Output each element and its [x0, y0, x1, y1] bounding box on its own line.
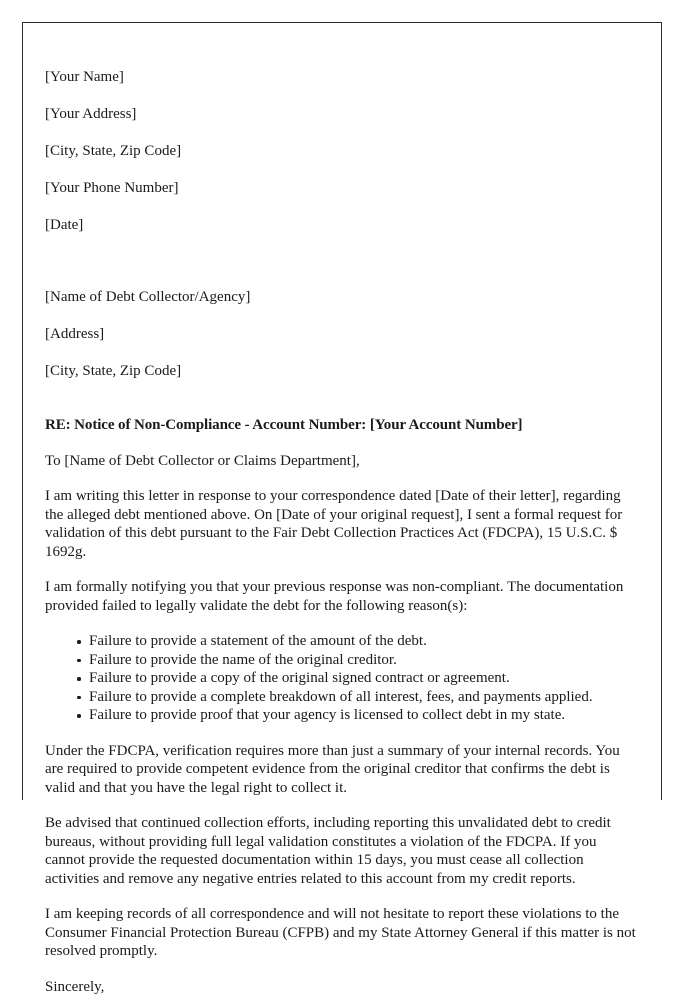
sender-phone: [Your Phone Number]: [45, 179, 637, 198]
spacer-before-list: [45, 615, 637, 632]
list-item: Failure to provide a statement of the amount of the debt.: [77, 632, 637, 651]
recipient-street: [Address]: [45, 325, 637, 344]
list-item: Failure to provide proof that your agency is licensed to collect debt in my state.: [77, 706, 637, 725]
noncompliance-reason-list: [45, 632, 637, 725]
list-item: Failure to provide the name of the original creditor.: [77, 651, 637, 670]
recipient-city-state-zip: [City, State, Zip Code]: [45, 362, 637, 381]
sender-street: [Your Address]: [45, 105, 637, 124]
paragraph-escalation: I am keeping records of all correspondence and will not hesitate to report these violations to the Consumer Financial Protection Bureau (CFPB) and my State Attorney General if this matter is not resolved promptly.: [45, 905, 637, 961]
spacer-before-closing: [45, 961, 637, 978]
spacer-after-subject: [45, 435, 637, 452]
spacer-after-recipient: [45, 399, 637, 416]
letter-date: [Date]: [45, 216, 637, 235]
paragraph-notice: I am formally notifying you that your previous response was non-compliant. The documentation provided failed to legally validate the debt for the following reason(s):: [45, 578, 637, 615]
paragraph-intro: I am writing this letter in response to your correspondence dated [Date of their letter], regarding the alleged debt mentioned above. On [Date of your original request], I sent a formal request for validation of this debt pursuant to the Fair Debt Collection Practices Act (FDCPA), 15 U.S.C. $ 1692g.: [45, 487, 637, 561]
letter-content: [45, 49, 637, 996]
spacer-after-warning: [45, 888, 637, 905]
paragraph-warning: Be advised that continued collection efforts, including reporting this unvalidated debt to credit bureaus, without providing full legal validation constitutes a violation of the FDCPA. If you cannot provide the requested documentation within 15 days, you must cease all collection activities and remove any negative entries related to this account from my credit reports.: [45, 814, 637, 888]
salutation: To [Name of Debt Collector or Claims Department],: [45, 452, 637, 471]
paragraph-verification: Under the FDCPA, verification requires more than just a summary of your internal records. You are required to provide competent evidence from the original creditor that confirms the debt is valid and that you have the legal right to collect it.: [45, 742, 637, 798]
spacer-after-intro: [45, 561, 637, 578]
spacer-after-list: [45, 725, 637, 742]
subject-line: RE: Notice of Non-Compliance - Account Number: [Your Account Number]: [45, 416, 637, 435]
list-item: Failure to provide a copy of the original signed contract or agreement.: [77, 669, 637, 688]
sender-name: [Your Name]: [45, 68, 637, 87]
list-item: Failure to provide a complete breakdown of all interest, fees, and payments applied.: [77, 688, 637, 707]
spacer-after-salutation: [45, 470, 637, 487]
spacer-after-verification: [45, 797, 637, 814]
spacer-after-sender: [45, 253, 637, 270]
sender-address-block: [45, 49, 637, 253]
recipient-address-block: [45, 270, 637, 400]
closing-salutation: Sincerely,: [45, 978, 637, 996]
sender-city-state-zip: [City, State, Zip Code]: [45, 142, 637, 161]
letter-page: [22, 22, 662, 800]
recipient-name: [Name of Debt Collector/Agency]: [45, 288, 637, 307]
